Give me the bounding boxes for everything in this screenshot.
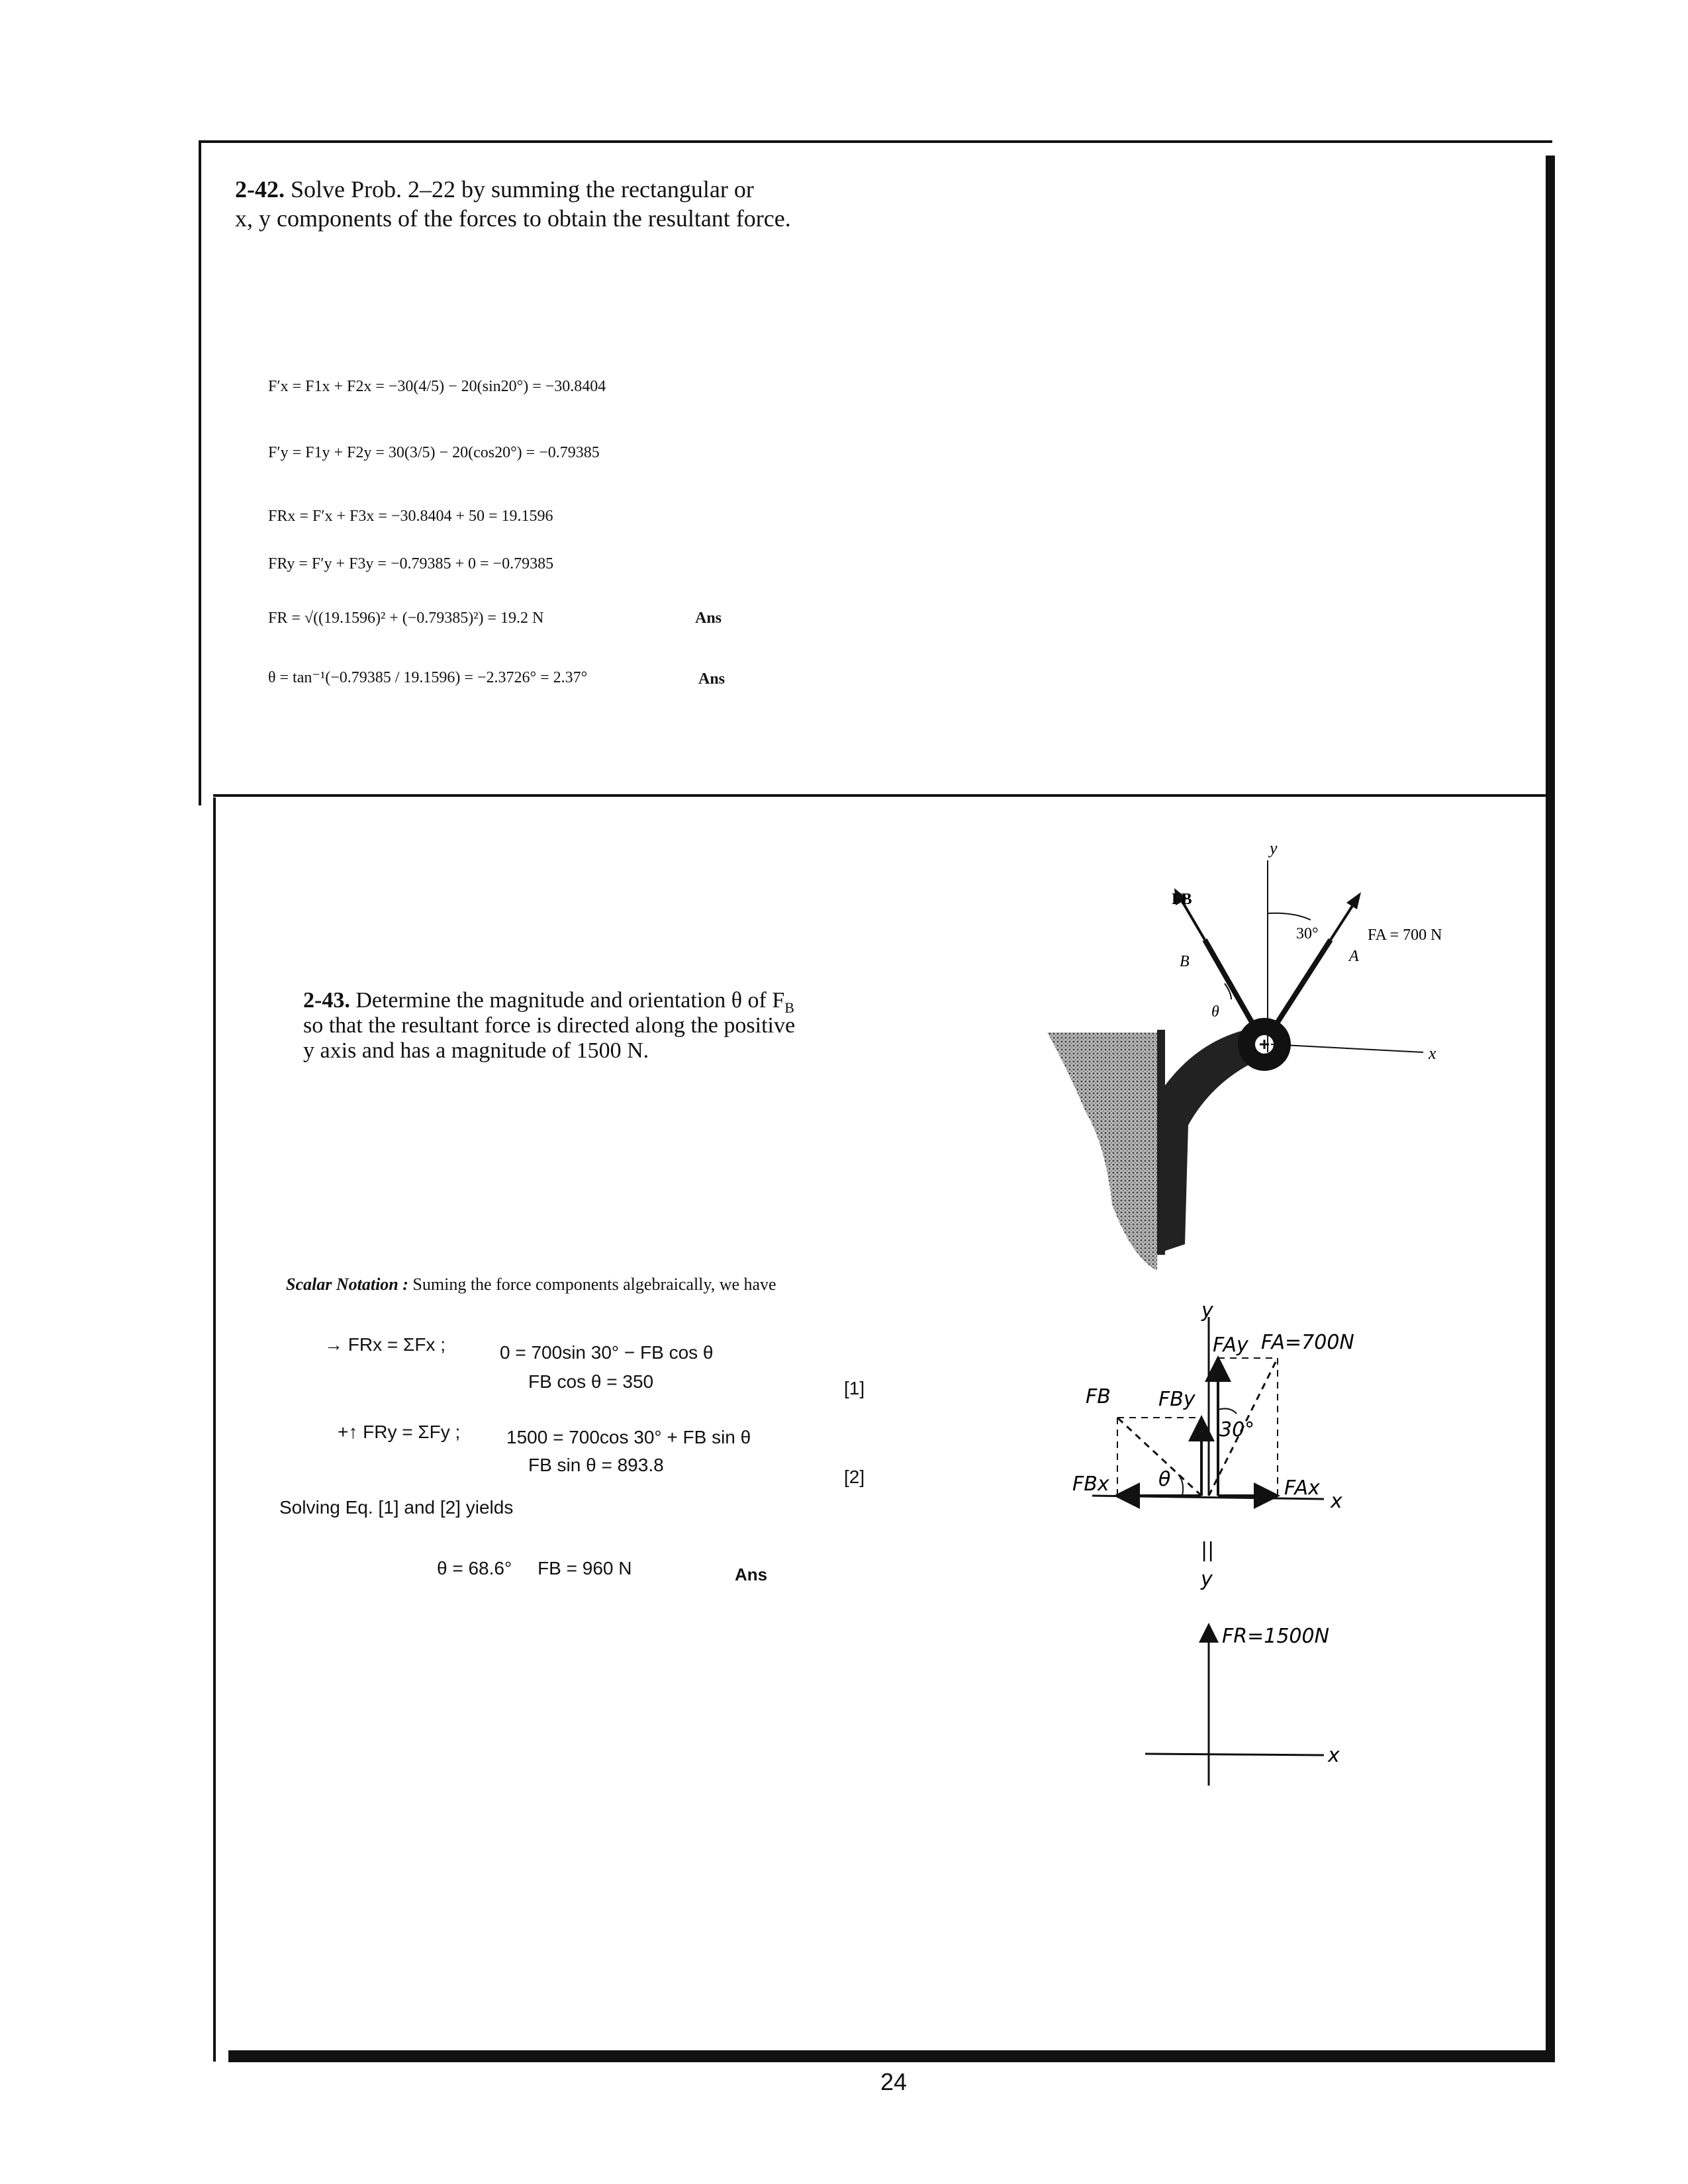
page-number: 24 — [880, 2068, 908, 2095]
problem-243-subscript-b: B — [784, 999, 794, 1016]
sketch-fby-label: FBy — [1158, 1388, 1196, 1411]
sketch-fr-label: FR=1500N — [1222, 1625, 1330, 1648]
solution-answer-label: Ans — [735, 1565, 768, 1584]
sum-fx-equation-2: FB cos θ = 350 — [528, 1371, 654, 1392]
equation-tag-1: [1] — [844, 1378, 865, 1398]
sketch-x-label: x — [1331, 1490, 1342, 1513]
problem-242-statement-line1 — [235, 177, 754, 201]
sketch-angle-30: 30° — [1219, 1418, 1255, 1441]
problem-242-text-line2: x, y components of the forces to obtain the resultant force. — [235, 205, 791, 232]
figure-fa-label: FA = 700 N — [1368, 927, 1442, 944]
page-frame-right — [1546, 156, 1555, 2062]
hand-sketch-diagram — [1059, 1297, 1403, 1800]
sketch-y-label: y — [1201, 1299, 1213, 1322]
scalar-notation-text: Suming the force components algebraically, we have — [412, 1275, 776, 1294]
bracket-force-figure — [1033, 834, 1456, 1284]
figure-fb-label: FB — [1172, 891, 1192, 908]
solving-statement: Solving Eq. [1] and [2] yields — [279, 1497, 514, 1518]
sketch-fb-label: FB — [1086, 1385, 1111, 1408]
figure-b-label: B — [1180, 953, 1190, 970]
solution-result: θ = 68.6° FB = 960 N — [437, 1558, 632, 1578]
sketch-fay-label: FAy — [1213, 1334, 1248, 1357]
scalar-notation-line — [286, 1276, 776, 1293]
sum-fx-equation-1: 0 = 700sin 30° − FB cos θ — [500, 1342, 714, 1363]
answer-label-theta: Ans — [698, 670, 726, 688]
sketch-theta-label: θ — [1158, 1468, 1171, 1491]
page-frame-top — [199, 140, 1552, 143]
problem-242-number: 2-42. — [235, 176, 285, 203]
wall-hatch — [1047, 1032, 1158, 1271]
sketch-fa-label: FA=700N — [1261, 1331, 1354, 1354]
equation-fry: FRy = F′y + F3y = −0.79385 + 0 = −0.79385 — [268, 555, 554, 572]
sketch-fax-label: FAx — [1284, 1477, 1320, 1500]
sketch-equivalence-mark: || — [1201, 1539, 1215, 1562]
answer-label-fr: Ans — [695, 610, 722, 627]
equation-frx: FRx = F′x + F3x = −30.8404 + 50 = 19.1596 — [268, 508, 553, 525]
figure-angle-30: 30° — [1296, 925, 1319, 942]
scalar-notation-label: Scalar Notation : — [286, 1275, 408, 1294]
problem-243-line2: so that the resultant force is directed along the positive — [303, 1013, 796, 1038]
section-divider — [213, 794, 1554, 797]
page-frame-left — [199, 140, 201, 805]
sum-fy-equation-1: 1500 = 700cos 30° + FB sin θ — [506, 1427, 751, 1447]
problem-243-number: 2-43. — [303, 988, 350, 1013]
figure-x-label: x — [1429, 1044, 1436, 1063]
problem-243-text-line1: Determine the magnitude and orientation θ of F — [355, 988, 785, 1013]
cable-a — [1271, 940, 1331, 1032]
equation-tag-2: [2] — [844, 1467, 865, 1487]
page-frame-left-lower — [213, 797, 216, 2062]
x-axis-line — [1271, 1044, 1423, 1052]
sketch-x2-label: x — [1328, 1744, 1340, 1767]
figure-a-label: A — [1349, 948, 1359, 965]
sketch-fbx-label: FBx — [1072, 1473, 1109, 1496]
page-frame-bottom — [228, 2050, 1555, 2062]
wall-plate — [1157, 1030, 1165, 1255]
sketch-y2-label: y — [1201, 1568, 1213, 1591]
problem-243-line1 — [303, 989, 794, 1015]
equation-fr: FR = √((19.1596)² + (−0.79385)²) = 19.2 N — [268, 610, 544, 627]
problem-243-line3: y axis and has a magnitude of 1500 N. — [303, 1038, 649, 1063]
sum-fx-label: → FRx = ΣFx ; — [324, 1334, 445, 1355]
equation-fx: F′x = F1x + F2x = −30(4/5) − 20(sin20°) = −30.8404 — [268, 378, 606, 395]
sum-fy-equation-2: FB sin θ = 893.8 — [528, 1455, 664, 1475]
sum-fy-label: +↑ FRy = ΣFy ; — [338, 1422, 461, 1442]
figure-theta-label: θ — [1211, 1003, 1219, 1021]
problem-242-text-line1: Solve Prob. 2–22 by summing the rectangular or — [291, 176, 754, 203]
figure-y-label: y — [1270, 839, 1278, 858]
equation-fy: F′y = F1y + F2y = 30(3/5) − 20(cos20°) = −0.79385 — [268, 444, 600, 461]
equation-theta: θ = tan⁻¹(−0.79385 / 19.1596) = −2.3726° = 2.37° — [268, 669, 588, 686]
sketch-x2-axis — [1145, 1754, 1324, 1755]
